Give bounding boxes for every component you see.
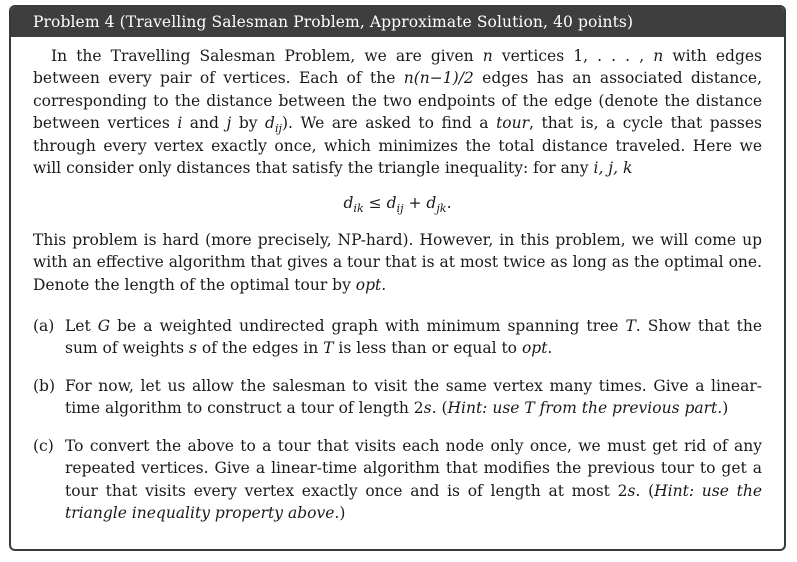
part-a-text-5: is less than or equal to — [333, 339, 522, 358]
part-a-label: (a) — [33, 317, 55, 336]
part-c-text-1: To convert the above to a tour that visits each node only once, we must get rid of any repeated vertices. Give a linear-time algorithm that modifies the previous tour to get a tour that visits every vertex exactly once and is of length at most 2 — [65, 436, 762, 500]
math-T-2: T — [323, 339, 334, 358]
math-T: T — [625, 317, 636, 336]
math-d: d — [265, 114, 275, 133]
part-b-end: ) — [722, 399, 729, 418]
ineq-lhs-sub: ik — [353, 202, 364, 216]
math-s-c: s — [627, 481, 636, 500]
hardness-paragraph — [33, 229, 762, 296]
intro-text-4: edges has an associated distance, corresponding to the distance between the two endpoints of the edge (denote the distance between vertices — [33, 69, 762, 133]
ineq-term-2: d — [426, 194, 437, 213]
part-b-hint: Hint: use T from the previous part. — [447, 399, 723, 418]
math-i: i — [177, 114, 183, 133]
ineq-term-1-sub: ij — [396, 202, 404, 216]
math-d-subscript: ij — [274, 122, 282, 136]
intro-text-8: , that is, a cycle that passes through every vertex exactly once, which minimizes the total distance traveled. Here we will consider only distances that satisfy the triangle inequality: for any — [33, 114, 762, 178]
ineq-plus: + — [403, 194, 427, 213]
problem-header: Problem 4 (Travelling Salesman Problem, Approximate Solution, 40 points) — [11, 7, 784, 37]
part-a-text-4: of the edges in — [196, 339, 324, 358]
part-a-content — [65, 315, 762, 360]
problem-box — [9, 5, 786, 551]
part-a-text-2: be a weighted undirected graph with minimum spanning tree — [110, 317, 626, 336]
math-s: s — [188, 339, 197, 358]
math-s-b: s — [423, 399, 432, 418]
para2-text: This problem is hard (more precisely, NP-hard). However, in this problem, we will come up with an effective algorithm that gives a tour that is at most twice as long as the optimal one. Denote the length of the optimal tour by — [33, 230, 762, 294]
problem-body — [11, 37, 784, 524]
part-a — [33, 315, 762, 360]
ineq-term-1: d — [386, 194, 397, 213]
math-edge-count: n(n−1)/2 — [403, 69, 474, 88]
part-b-content — [65, 375, 762, 420]
ineq-end: . — [446, 194, 452, 213]
triangle-inequality — [33, 192, 762, 214]
intro-text-1: In the Travelling Salesman Problem, we are given — [51, 47, 483, 65]
term-tour: tour — [496, 114, 530, 133]
para2-end: . — [381, 275, 387, 294]
part-a-end: . — [547, 339, 553, 358]
part-c — [33, 435, 762, 525]
math-opt: opt — [355, 275, 382, 294]
math-n-2: n — [653, 47, 664, 65]
intro-paragraph — [33, 45, 762, 179]
math-ijk: i, j, k — [593, 159, 633, 178]
part-c-hint: Hint: use the triangle inequality property above. — [65, 481, 762, 522]
intro-text-3: with edges between every pair of vertices. Each of the — [33, 47, 762, 88]
intro-text-2: vertices 1, . . . , — [492, 47, 654, 65]
intro-text-5: and — [182, 114, 227, 133]
part-a-text-3: . Show that the sum of weights — [65, 317, 763, 358]
intro-text-7: ). We are asked to find a — [282, 114, 497, 133]
ineq-lhs: d — [343, 194, 354, 213]
ineq-term-2-sub: jk — [436, 202, 447, 216]
part-b — [33, 375, 762, 420]
math-G: G — [97, 317, 111, 336]
part-c-text-2: . ( — [635, 481, 655, 500]
part-c-end: ) — [339, 503, 346, 522]
intro-text-6: by — [231, 114, 266, 133]
part-b-text-2: . ( — [431, 399, 448, 418]
math-n: n — [482, 47, 493, 65]
part-c-label: (c) — [33, 436, 54, 455]
part-b-label: (b) — [33, 376, 56, 395]
part-c-content — [65, 435, 762, 525]
ineq-rel: ≤ — [363, 194, 387, 213]
part-a-text-1: Let — [65, 317, 98, 336]
part-b-text-1: For now, let us allow the salesman to visit the same vertex many times. Give a linear-time algorithm to construct a tour of length 2 — [65, 376, 762, 418]
math-opt-a: opt — [521, 339, 548, 358]
math-j: j — [226, 114, 232, 133]
